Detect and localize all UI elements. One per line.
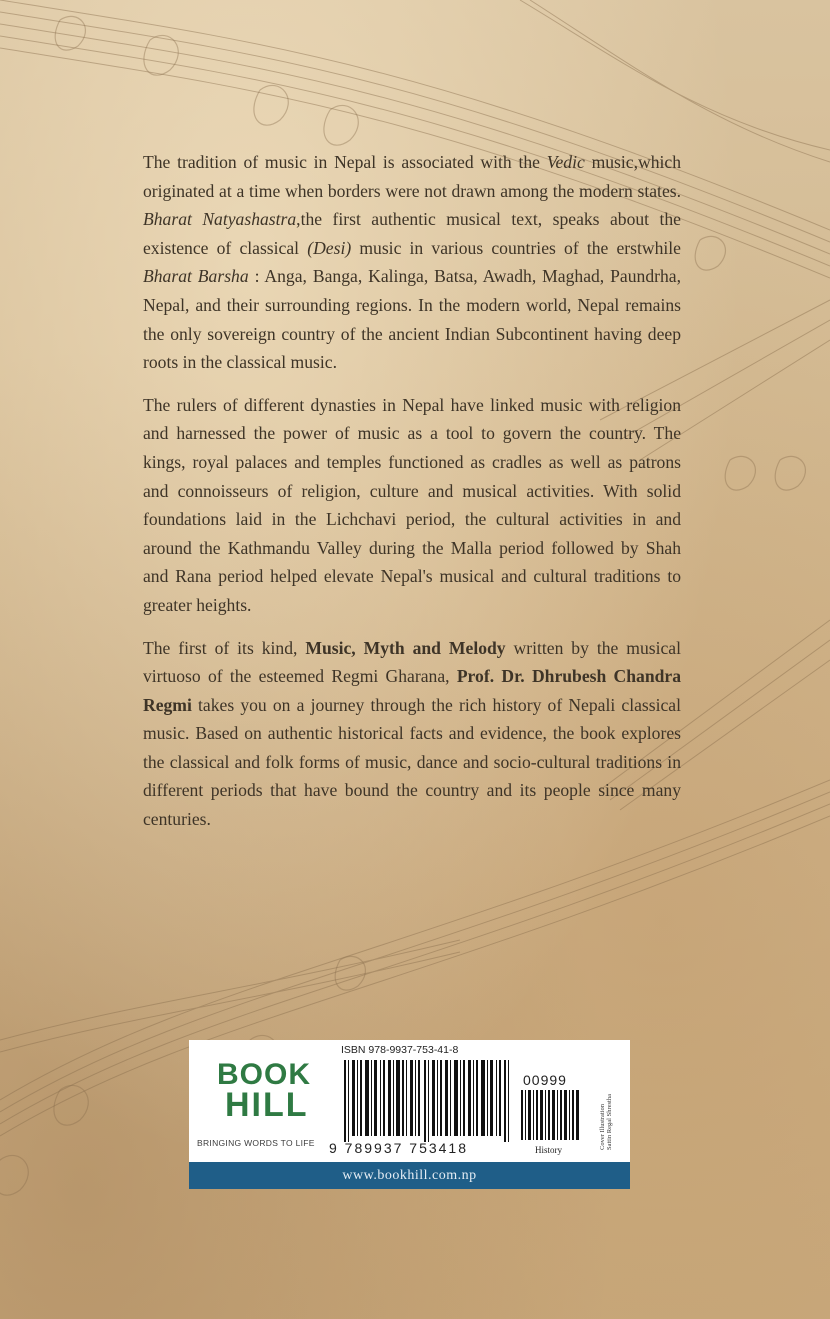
italic-term-natyashastra: Bharat Natyashastra xyxy=(143,209,297,230)
back-cover-blurb xyxy=(143,148,681,848)
isbn-barcode xyxy=(344,1060,514,1142)
credit-line: Cover Illustration xyxy=(599,1103,606,1150)
italic-term-desi: (Desi) xyxy=(307,237,352,258)
logo-word-book: BOOK xyxy=(217,1058,311,1091)
text-run: The first of its kind, xyxy=(143,637,306,658)
cover-credit xyxy=(599,1050,613,1150)
isbn-panel xyxy=(189,1040,630,1162)
blurb-paragraph-2: The rulers of different dynasties in Nepal have linked music with religion and harnessed the power of music as a tool to govern the country. The kings, royal palaces and temples functioned as cradles as well as patrons and connoisseurs of religion, culture and musical activities. With solid foundations laid in the Lichchavi period, the cultural activities in and around the Kathmandu Valley during the Malla period followed by Shah and Rana period helped elevate Nepal's musical and cultural traditions to greater heights. xyxy=(143,394,681,615)
text-run: : Anga, Banga, Kalinga, Batsa, Awadh, Maghad, Paundrha, Nepal, and their surrounding regions. In the modern world, Nepal remains the only sovereign country of the ancient Indian Subcontinent having deep roots in the classical music. xyxy=(143,266,681,373)
publisher-tagline: BRINGING WORDS TO LIFE xyxy=(197,1138,315,1148)
price-code: 00999 xyxy=(523,1072,567,1088)
text-run: takes you on a journey through the rich history of Nepali classical music. Based on authentic historical facts and evidence, the book explores the classical and folk forms of music, dance and socio-cultural traditions in different periods that have bound the country and its people since many centuries. xyxy=(143,694,681,830)
text-run: written by the musical virtuoso of the esteemed Regmi Gharana, xyxy=(143,637,681,687)
author-name: Prof. Dr. Dhrubesh Chandra Regmi xyxy=(143,666,681,715)
price-barcode xyxy=(521,1090,579,1140)
blurb-paragraph-3 xyxy=(143,634,681,834)
category-label: History xyxy=(535,1145,562,1155)
italic-term-vedic: Vedic xyxy=(546,152,585,172)
blurb-paragraph-1 xyxy=(143,148,681,377)
text-run: music,which originated at a time when borders were not drawn among the modern states. xyxy=(143,152,681,201)
isbn-number: ISBN 978-9937-753-41-8 xyxy=(341,1044,459,1056)
italic-term-bharat-barsha: Bharat Barsha xyxy=(143,266,249,287)
barcode-digits: 9 789937 753418 xyxy=(329,1140,468,1156)
text-run: music in various countries of the erstwhile xyxy=(351,237,681,258)
publisher-logo xyxy=(195,1048,335,1148)
text-run: The tradition of music in Nepal is associated with the xyxy=(143,152,547,172)
credit-line: Sattin Regal Shrestha xyxy=(606,1094,613,1150)
book-title: Music, Myth and Melody xyxy=(305,637,506,658)
logo-word-hill: HILL xyxy=(225,1086,309,1124)
website-url[interactable]: www.bookhill.com.np xyxy=(189,1162,630,1189)
text-run: ,the first authentic musical text, speaks about the existence of classical xyxy=(143,209,681,258)
